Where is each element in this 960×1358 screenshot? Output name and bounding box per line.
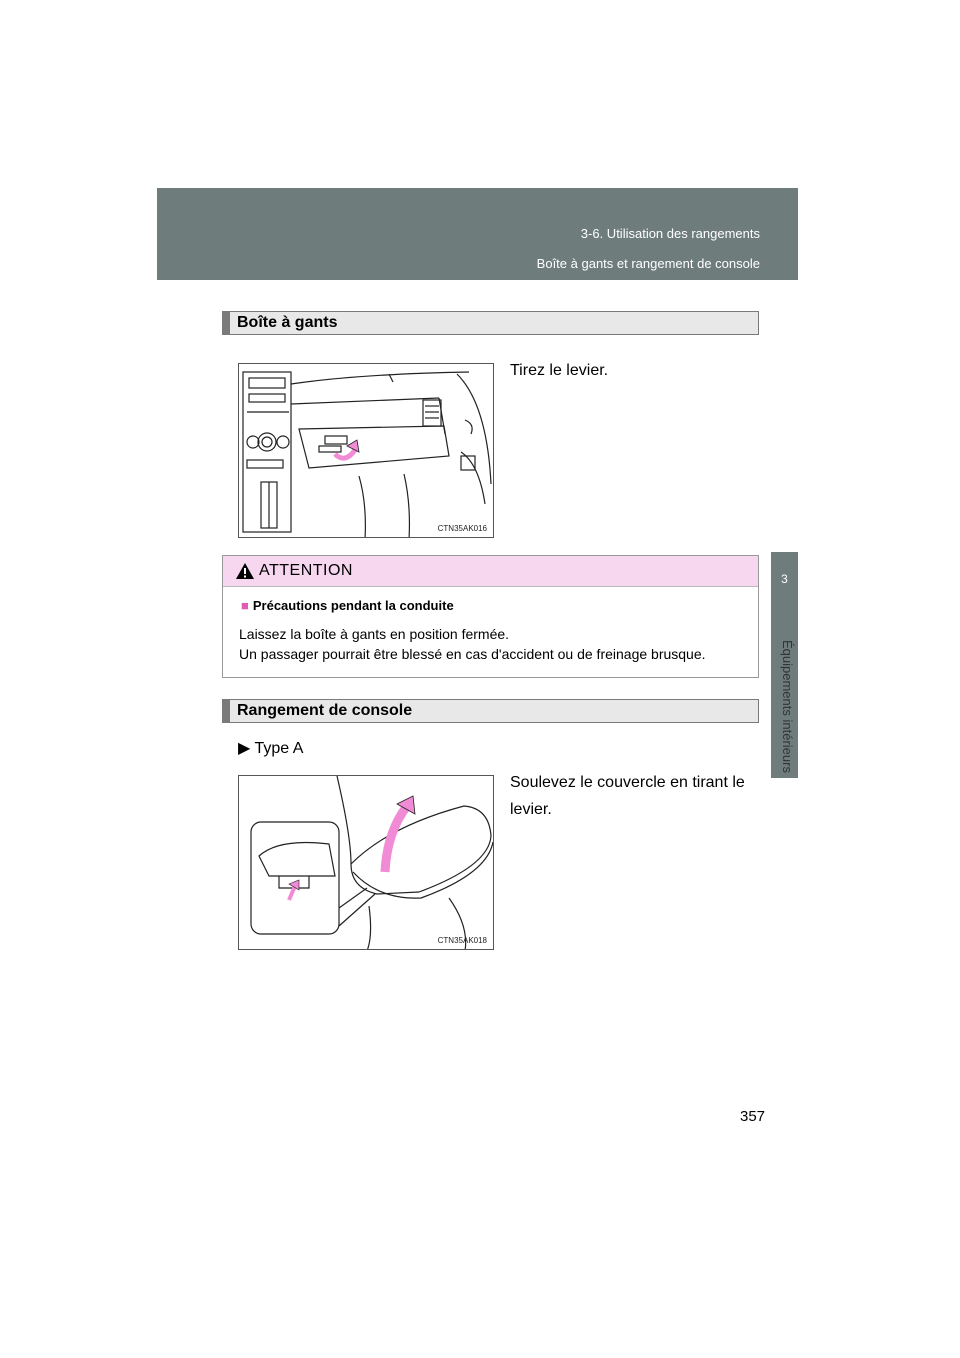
type-label: Type A bbox=[254, 740, 304, 757]
warning-triangle-icon bbox=[235, 562, 255, 580]
attention-title: ATTENTION bbox=[259, 562, 353, 579]
attention-subtitle: Précautions pendant la conduite bbox=[252, 598, 454, 613]
header-section-title: 3-6. Utilisation des rangements bbox=[580, 226, 760, 241]
glove-box-instruction: Tirez le levier. bbox=[510, 362, 609, 379]
square-bullet-icon: ■ bbox=[241, 598, 249, 613]
section-title: Rangement de console bbox=[237, 702, 413, 719]
console-illustration bbox=[239, 776, 494, 950]
section-title: Boîte à gants bbox=[237, 314, 338, 331]
console-instruction-line1: Soulevez le couvercle en tirant le bbox=[510, 774, 745, 791]
attention-line: Un passager pourrait être blessé en cas d'accident ou de freinage brusque. bbox=[239, 646, 706, 662]
section-heading-console bbox=[222, 699, 759, 723]
chapter-number: 3 bbox=[781, 572, 788, 586]
header-bar bbox=[157, 188, 798, 280]
glove-box-figure bbox=[238, 363, 494, 538]
glove-box-illustration bbox=[239, 364, 494, 538]
attention-subtitle-row bbox=[241, 598, 454, 613]
section-accent bbox=[223, 312, 230, 334]
console-figure bbox=[238, 775, 494, 950]
section-accent bbox=[223, 700, 230, 722]
type-label-row bbox=[238, 738, 303, 758]
attention-header bbox=[223, 556, 758, 587]
page-number: 357 bbox=[740, 1108, 766, 1125]
console-instruction-line2: levier. bbox=[510, 801, 552, 818]
header-subsection-title: Boîte à gants et rangement de console bbox=[536, 256, 760, 271]
lift-lid-arrow bbox=[385, 806, 407, 872]
figure-code: CTN35AK016 bbox=[437, 524, 487, 533]
chapter-label: Équipements intérieurs bbox=[780, 640, 795, 773]
figure-code: CTN35AK018 bbox=[437, 936, 487, 945]
section-heading-glove-box bbox=[222, 311, 759, 335]
attention-line: Laissez la boîte à gants en position fermée. bbox=[239, 626, 510, 642]
attention-box bbox=[222, 555, 759, 678]
triangle-bullet-icon: ▶ bbox=[238, 740, 255, 757]
